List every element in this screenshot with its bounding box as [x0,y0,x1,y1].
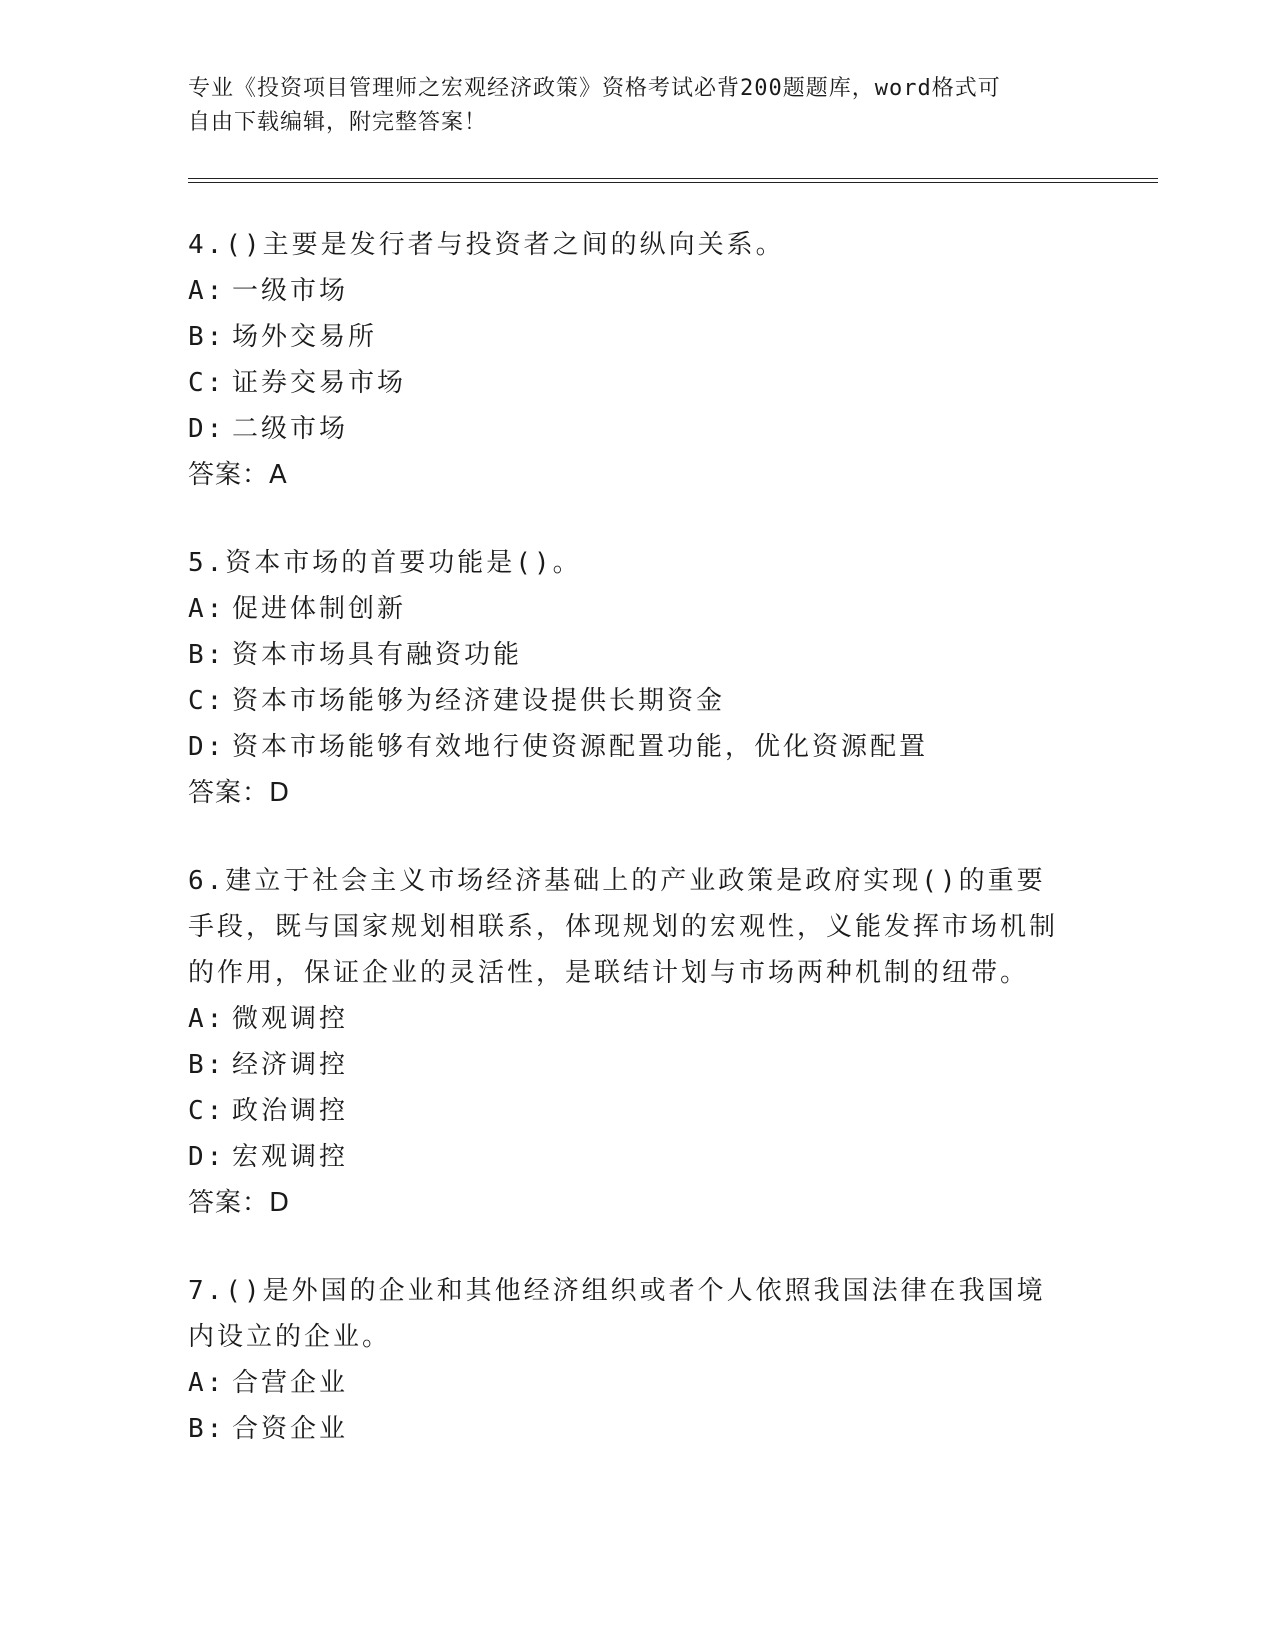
option-letter: A: [188,1368,226,1398]
option-text: 资本市场能够为经济建设提供长期资金 [232,686,726,716]
option-letter: D: [188,732,226,762]
option-text: 资本市场能够有效地行使资源配置功能，优化资源配置 [232,732,929,762]
header-line-2: 自由下载编辑，附完整答案！ [188,110,488,135]
question-7 [188,1268,1068,1452]
option-a [188,1360,1068,1406]
option-d [188,724,1068,770]
option-d [188,1134,1068,1180]
option-letter: B: [188,1050,226,1080]
option-letter: B: [188,322,226,352]
option-b [188,632,1068,678]
option-text: 资本市场具有融资功能 [232,640,523,670]
question-4 [188,222,1068,498]
option-text: 促进体制创新 [232,594,407,624]
option-letter: C: [188,686,226,716]
document-header [188,72,1068,140]
option-text: 政治调控 [232,1096,349,1126]
option-text: 宏观调控 [232,1142,349,1172]
option-c [188,1088,1068,1134]
question-stem: 5.资本市场的首要功能是()。 [188,548,582,578]
option-letter: B: [188,640,226,670]
option-letter: D: [188,414,226,444]
option-b [188,1406,1068,1452]
question-5 [188,540,1068,816]
option-letter: C: [188,1096,226,1126]
option-letter: D: [188,1142,226,1172]
option-c [188,678,1068,724]
option-b [188,1042,1068,1088]
option-a [188,996,1068,1042]
question-stem: 7.()是外国的企业和其他经济组织或者个人依照我国法律在我国境内设立的企业。 [188,1276,1046,1352]
option-letter: B: [188,1414,226,1444]
option-text: 合营企业 [232,1368,349,1398]
option-c [188,360,1068,406]
option-text: 经济调控 [232,1050,349,1080]
option-a [188,586,1068,632]
option-letter: C: [188,368,226,398]
header-divider [188,178,1158,183]
option-d [188,406,1068,452]
question-stem: 4.()主要是发行者与投资者之间的纵向关系。 [188,230,785,260]
header-line-1: 专业《投资项目管理师之宏观经济政策》资格考试必背200题题库，word格式可 [188,76,1001,101]
option-text: 场外交易所 [232,322,378,352]
option-letter: A: [188,1004,226,1034]
option-text: 微观调控 [232,1004,349,1034]
answer: 答案：D [188,778,291,808]
option-a [188,268,1068,314]
option-text: 证券交易市场 [232,368,407,398]
option-text: 一级市场 [232,276,349,306]
option-letter: A: [188,276,226,306]
question-6 [188,858,1068,1226]
option-text: 二级市场 [232,414,349,444]
option-text: 合资企业 [232,1414,349,1444]
answer: 答案：D [188,1188,291,1218]
question-stem: 6.建立于社会主义市场经济基础上的产业政策是政府实现()的重要手段，既与国家规划相联系，体现规划的宏观性，义能发挥市场机制的作用，保证企业的灵活性，是联结计划与市场两种机制的纽带。 [188,866,1059,988]
option-b [188,314,1068,360]
option-letter: A: [188,594,226,624]
answer: 答案：A [188,460,288,490]
